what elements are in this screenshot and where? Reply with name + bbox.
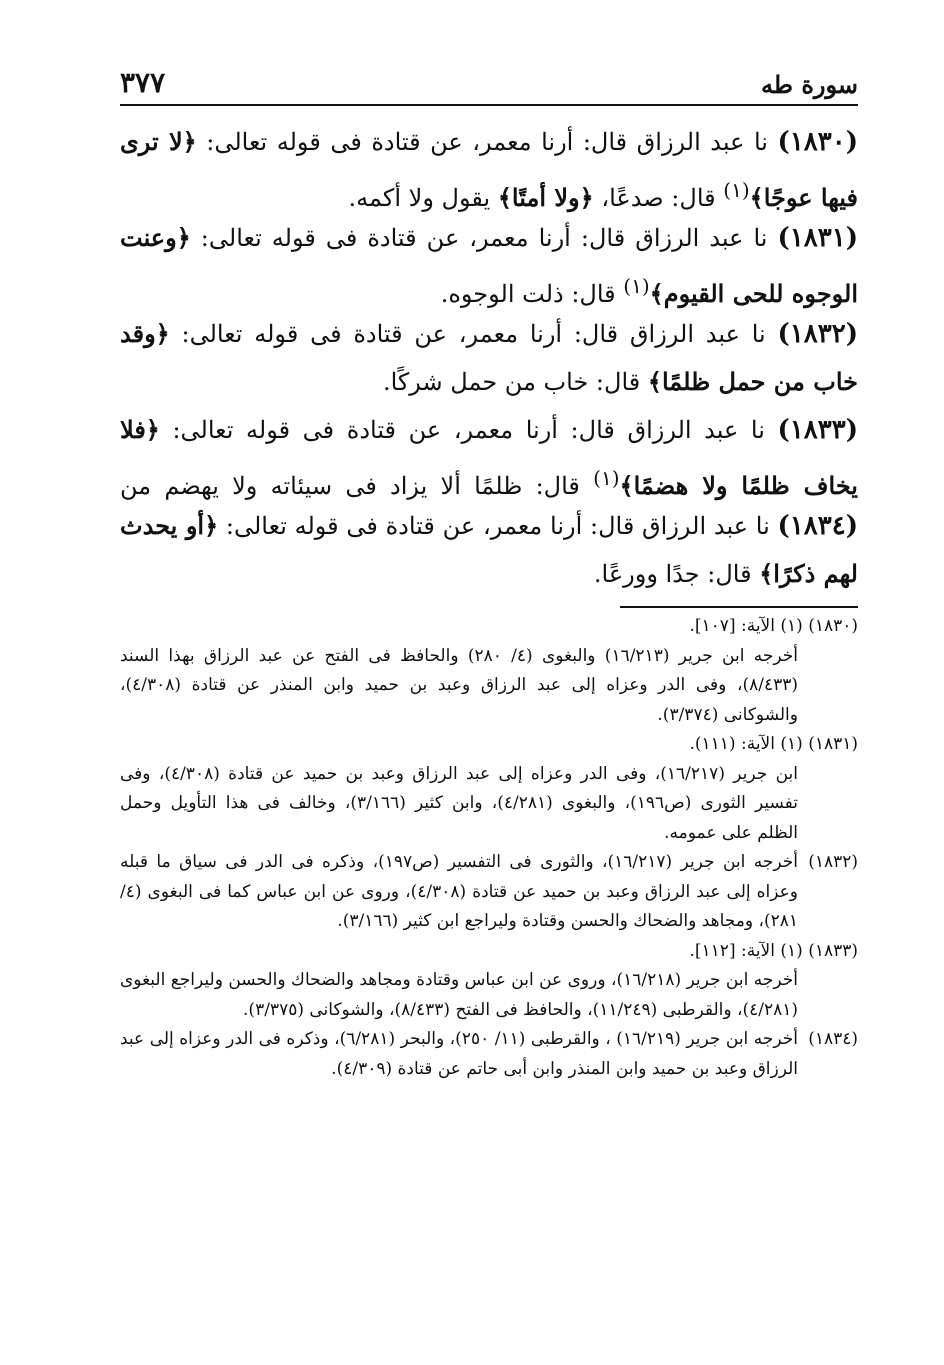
- note-1834-body: أخرجه ابن جرير (١٦/٢١٩) ، والقرطبى (١١/ ٢٥٠)، والبحر (٦/٢٨١)، وذكره فى الدر وعزاه إلى عبد الرزاق وعبد بن حميد وابن المنذر وابن أبى حاتم عن قتادة (٤/٣٠٩).: [120, 1029, 799, 1079]
- footnote-mark: (١): [723, 178, 750, 202]
- entry-tail: قال: صدعًا،: [593, 184, 724, 212]
- entry-tail: قال: جدًا وورعًا.: [593, 560, 760, 588]
- entry-tail: قال: خاب من حمل شركًا.: [382, 368, 648, 396]
- note-1832-label: (١٨٣٢): [808, 852, 858, 872]
- footnote-mark: (١): [623, 274, 650, 298]
- quran-quote: ﴿لا ترى فيها عوجًا﴾: [120, 127, 858, 212]
- page-header: [120, 62, 858, 102]
- page-number: ٣٧٧: [120, 66, 166, 99]
- note-1831-head: (١٨٣١) (١) الآية: (١١١).: [689, 734, 858, 754]
- entry-lead: نا عبد الرزاق قال: أرنا معمر، عن قتادة فى قوله تعالى:: [159, 416, 778, 444]
- footnote-rule: [620, 606, 858, 608]
- note-1832: [120, 848, 858, 937]
- note-1831-body: ابن جرير (١٦/٢١٧)، وفى الدر وعزاه إلى عبد الرزاق وعبد بن حميد عن قتادة (٤/٣٠٨)، وفى تفسير الثورى (ص١٩٦)، والبغوى (٤/٢٨١)، وابن كثير (٣/١٦٦)، وخالف فى هذا التأويل وحمل الظلم على عمومه.: [120, 763, 798, 843]
- quran-quote: ﴿وعنت الوجوه للحى القيوم﴾: [120, 223, 858, 308]
- note-1833-body: أخرجه ابن جرير (١٦/٢١٨)، وروى عن ابن عباس وقتادة ومجاهد والضحاك والحسن وليراجع البغوى (٤/٢٨١)، والقرطبى (١١/٢٤٩)، والحافظ فى الفتح (٨/٤٣٣)، والشوكانى (٣/٣٧٥).: [120, 970, 798, 1020]
- quran-quote: ﴿وقد خاب من حمل ظلمًا﴾: [120, 319, 858, 396]
- entry-number: (١٨٣٢): [777, 319, 858, 349]
- entry-1834: [120, 502, 858, 598]
- entry-lead: نا عبد الرزاق قال: أرنا معمر، عن قتادة فى قوله تعالى:: [190, 224, 778, 252]
- entry-lead: نا عبد الرزاق قال: أرنا معمر، عن قتادة فى قوله تعالى:: [169, 320, 778, 348]
- note-1834-label: (١٨٣٤): [808, 1029, 858, 1049]
- entry-number: (١٨٣٠): [777, 127, 858, 157]
- entry-1830: [120, 118, 858, 214]
- note-1834: [120, 1025, 858, 1084]
- header-rule: [120, 104, 858, 106]
- footnotes: [120, 612, 858, 1084]
- entry-lead: نا عبد الرزاق قال: أرنا معمر، عن قتادة فى قوله تعالى:: [196, 128, 778, 156]
- note-1833-head: (١٨٣٣) (١) الآية: [١١٢].: [689, 940, 858, 961]
- entry-1832: [120, 310, 858, 406]
- entry-1833: [120, 406, 858, 502]
- surah-title: سورة طه: [761, 70, 858, 99]
- entry-lead: نا عبد الرزاق قال: أرنا معمر، عن قتادة فى قوله تعالى:: [218, 512, 778, 540]
- quran-quote: ﴿فلا يخاف ظلمًا ولا هضمًا﴾: [120, 415, 858, 500]
- entry-1831: [120, 214, 858, 310]
- entry-number: (١٨٣٤): [777, 511, 858, 541]
- entry-number: (١٨٣٣): [777, 415, 858, 445]
- entry-tail-2: يقول ولا أكمه.: [348, 184, 498, 212]
- entry-tail: قال: ظلمًا ألا يزاد فى سيئاته ولا يهضم من: [120, 472, 580, 500]
- quran-quote-2: ﴿ولا أمتًا﴾: [497, 183, 594, 212]
- entry-number: (١٨٣١): [777, 223, 858, 253]
- main-text: [120, 118, 858, 598]
- entry-tail: قال: ذلت الوجوه.: [440, 280, 624, 308]
- footnote-mark: (١): [593, 466, 620, 490]
- note-1830-body: أخرجه ابن جرير (١٦/٢١٣) والبغوى (٤/ ٢٨٠) والحافظ فى الفتح عن عبد الرزاق بهذا السند (٨/٤٣٣)، وفى الدر وعزاه إلى عبد الرزاق وعبد بن حميد وابن المنذر عن قتادة (٤/٣٠٨)، والشوكانى (٣/٣٧٤).: [120, 645, 798, 725]
- note-1832-body: أخرجه ابن جرير (١٦/٢١٧)، والثورى فى التفسير (ص١٩٧)، وذكره فى الدر فى سياق ما قبله وعزاه إلى عبد الرزاق وعبد بن حميد عن قتادة (٤/٣٠٨)، وروى عن ابن عباس كما فى البغوى (٤/ ٢٨١)، ومجاهد والضحاك والحسن وقتادة وليراجع ابن كثير (٣/١٦٦).: [120, 852, 798, 931]
- quran-quote: ﴿أو يحدث لهم ذكرًا﴾: [120, 511, 858, 588]
- note-1830-head: (١٨٣٠) (١) الآية: [١٠٧].: [689, 616, 858, 636]
